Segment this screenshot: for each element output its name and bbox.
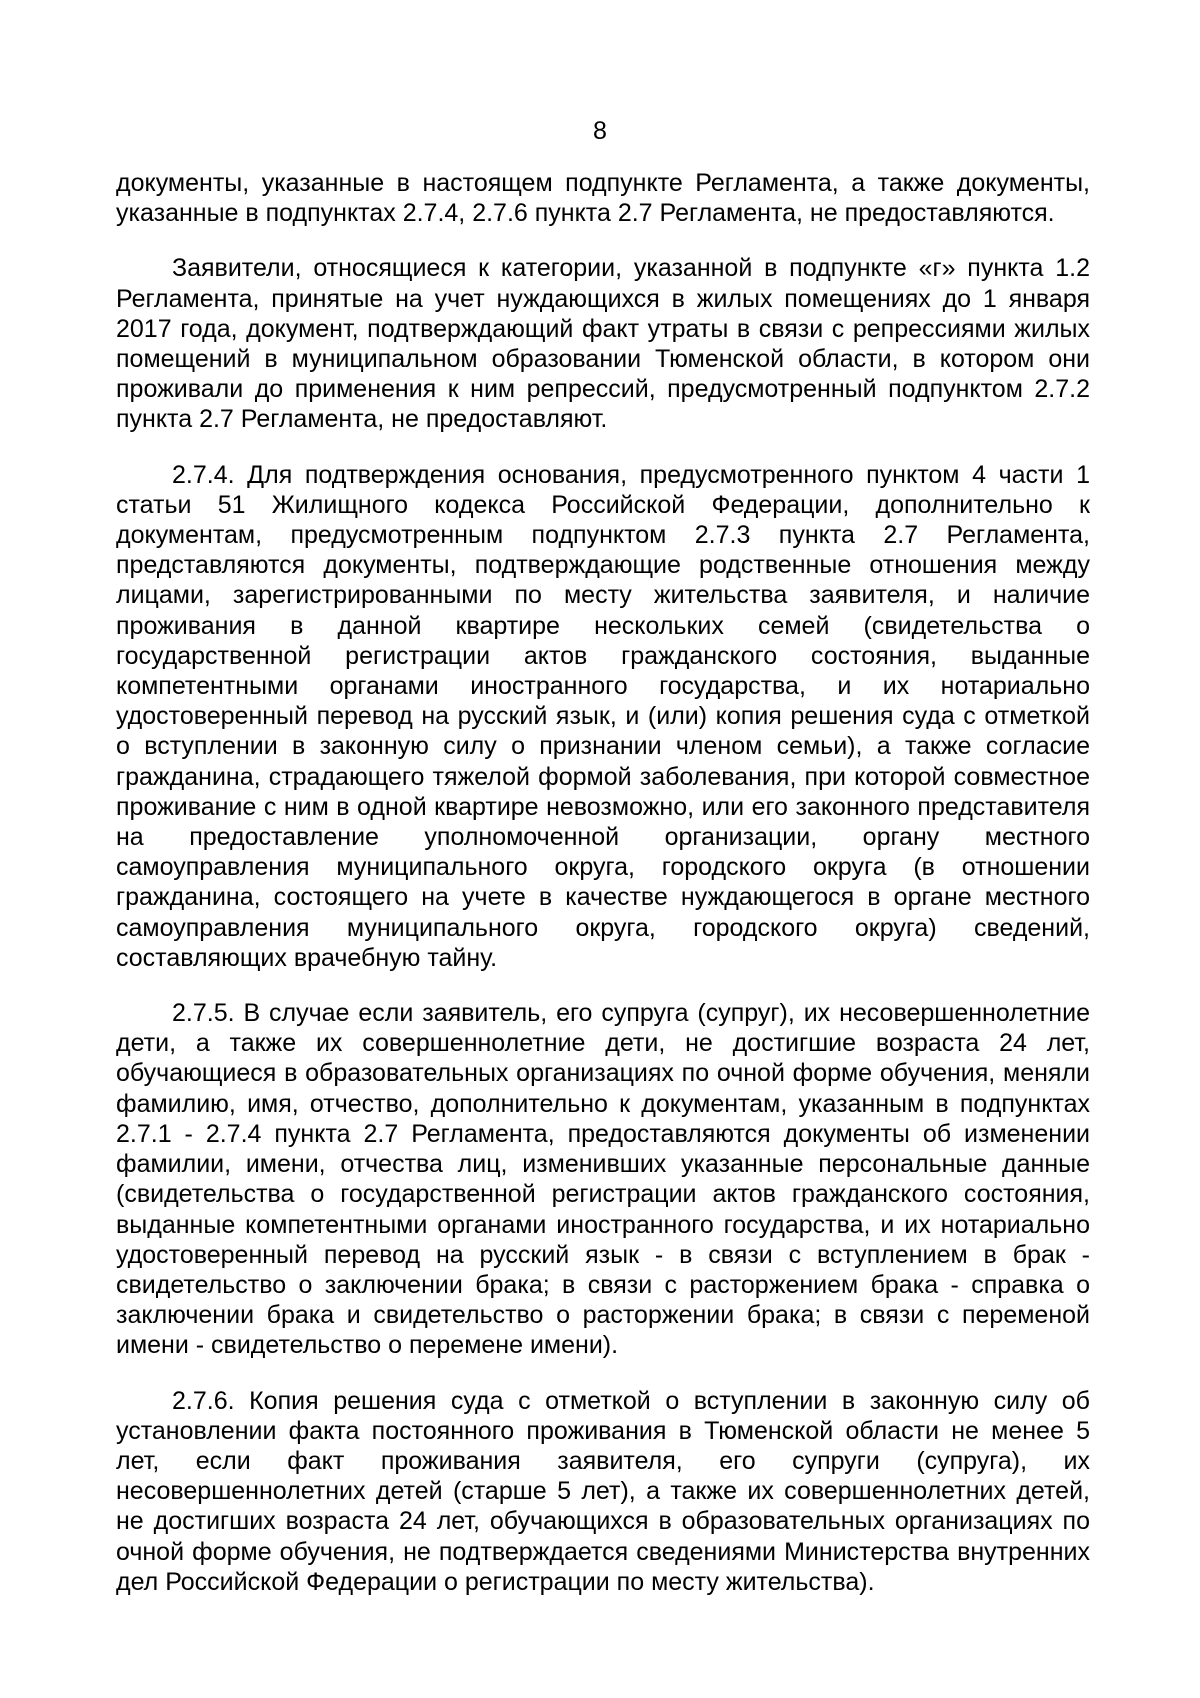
text-line: удостоверенный перевод на русский язык, и (или) копия решения суда с отметкой	[116, 702, 1090, 731]
text-line: обучающиеся в образовательных организациях по очной форме обучения, меняли	[116, 1059, 1090, 1088]
paragraph	[116, 253, 1090, 434]
text-line: документы, указанные в настоящем подпункте Регламента, а также документы,	[116, 169, 1090, 197]
text-line: свидетельство о заключении брака; в связи с расторжением брака - справка о	[116, 1270, 1090, 1299]
text-line: государственной регистрации актов гражданского состояния, выданные	[116, 641, 1090, 670]
text-line: (свидетельства о государственной регистрации актов гражданского состояния,	[116, 1180, 1090, 1209]
text-line: Заявители, относящиеся к категории, указанной в подпункте «г» пункта 1.2	[172, 254, 1090, 283]
text-line: Регламента, принятые на учет нуждающихся в жилых помещениях до 1 января	[116, 284, 1090, 313]
text-line: фамилии, имени, отчества лиц, изменивших указанные персональные данные	[116, 1150, 1090, 1179]
text-line: лицами, зарегистрированными по месту жительства заявителя, и наличие	[116, 581, 1090, 610]
text-line: составляющих врачебную тайну.	[116, 943, 498, 972]
text-line: гражданина, страдающего тяжелой формой заболевания, при которой совместное	[116, 762, 1090, 791]
paragraph	[116, 1386, 1090, 1597]
text-line: на предоставление уполномоченной организации, органу местного	[116, 823, 1090, 852]
paragraph	[116, 168, 1090, 228]
text-line: самоуправления муниципального округа, городского округа (в отношении	[116, 853, 1090, 882]
text-line: имени - свидетельство о перемене имени).	[116, 1331, 619, 1360]
text-line: 2.7.4. Для подтверждения основания, предусмотренного пунктом 4 части 1	[172, 460, 1090, 489]
text-line: компетентными органами иностранного государства, и их нотариально	[116, 672, 1090, 701]
text-line: помещений в муниципальном образовании Тюменской области, в котором они	[116, 345, 1090, 374]
text-line: проживание с ним в одной квартире невозможно, или его законного представителя	[116, 792, 1090, 821]
document-body	[116, 168, 1090, 1622]
page-number: 8	[593, 117, 607, 145]
paragraph	[116, 998, 1090, 1360]
text-line: дети, а также их совершеннолетние дети, не достигшие возраста 24 лет,	[116, 1029, 1090, 1058]
text-line: пункта 2.7 Регламента, не предоставляют.	[116, 405, 608, 434]
text-line: проживания в данной квартире нескольких семей (свидетельства о	[116, 611, 1090, 640]
paragraph	[116, 460, 1090, 973]
text-line: самоуправления муниципального округа, городского округа) сведений,	[116, 913, 1090, 942]
text-line: не достигших возраста 24 лет, обучающихся в образовательных организациях по	[116, 1507, 1090, 1536]
text-line: 2.7.6. Копия решения суда с отметкой о вступлении в законную силу об	[172, 1386, 1090, 1415]
text-line: выданные компетентными органами иностранного государства, и их нотариально	[116, 1210, 1090, 1239]
text-line: проживали до применения к ним репрессий, предусмотренный подпунктом 2.7.2	[116, 375, 1090, 404]
text-line: удостоверенный перевод на русский язык - в связи с вступлением в брак -	[116, 1240, 1090, 1269]
text-line: документам, предусмотренным подпунктом 2.7.3 пункта 2.7 Регламента,	[116, 521, 1090, 550]
text-line: статьи 51 Жилищного кодекса Российской Федерации, дополнительно к	[116, 490, 1090, 519]
text-line: 2.7.1 - 2.7.4 пункта 2.7 Регламента, предоставляются документы об изменении	[116, 1119, 1090, 1148]
text-line: дел Российской Федерации о регистрации по месту жительства).	[116, 1567, 875, 1596]
text-line: заключении брака и свидетельство о расторжении брака; в связи с переменой	[116, 1301, 1090, 1330]
text-line: несовершеннолетних детей (старше 5 лет), а также их совершеннолетних детей,	[116, 1477, 1090, 1506]
text-line: 2017 года, документ, подтверждающий факт утраты в связи с репрессиями жилых	[116, 314, 1090, 343]
text-line: указанные в подпунктах 2.7.4, 2.7.6 пункта 2.7 Регламента, не предоставляются.	[116, 199, 1055, 228]
text-line: о вступлении в законную силу о признании членом семьи), а также согласие	[116, 732, 1090, 761]
text-line: гражданина, состоящего на учете в качестве нуждающегося в органе местного	[116, 883, 1090, 912]
text-line: фамилию, имя, отчество, дополнительно к документам, указанным в подпунктах	[116, 1089, 1090, 1118]
text-line: установлении факта постоянного проживания в Тюменской области не менее 5	[116, 1416, 1090, 1445]
text-line: очной форме обучения, не подтверждается сведениями Министерства внутренних	[116, 1537, 1090, 1566]
text-line: лет, если факт проживания заявителя, его супруги (супруга), их	[116, 1446, 1090, 1475]
text-line: представляются документы, подтверждающие родственные отношения между	[116, 551, 1090, 580]
text-line: 2.7.5. В случае если заявитель, его супруга (супруг), их несовершеннолетние	[172, 999, 1090, 1028]
